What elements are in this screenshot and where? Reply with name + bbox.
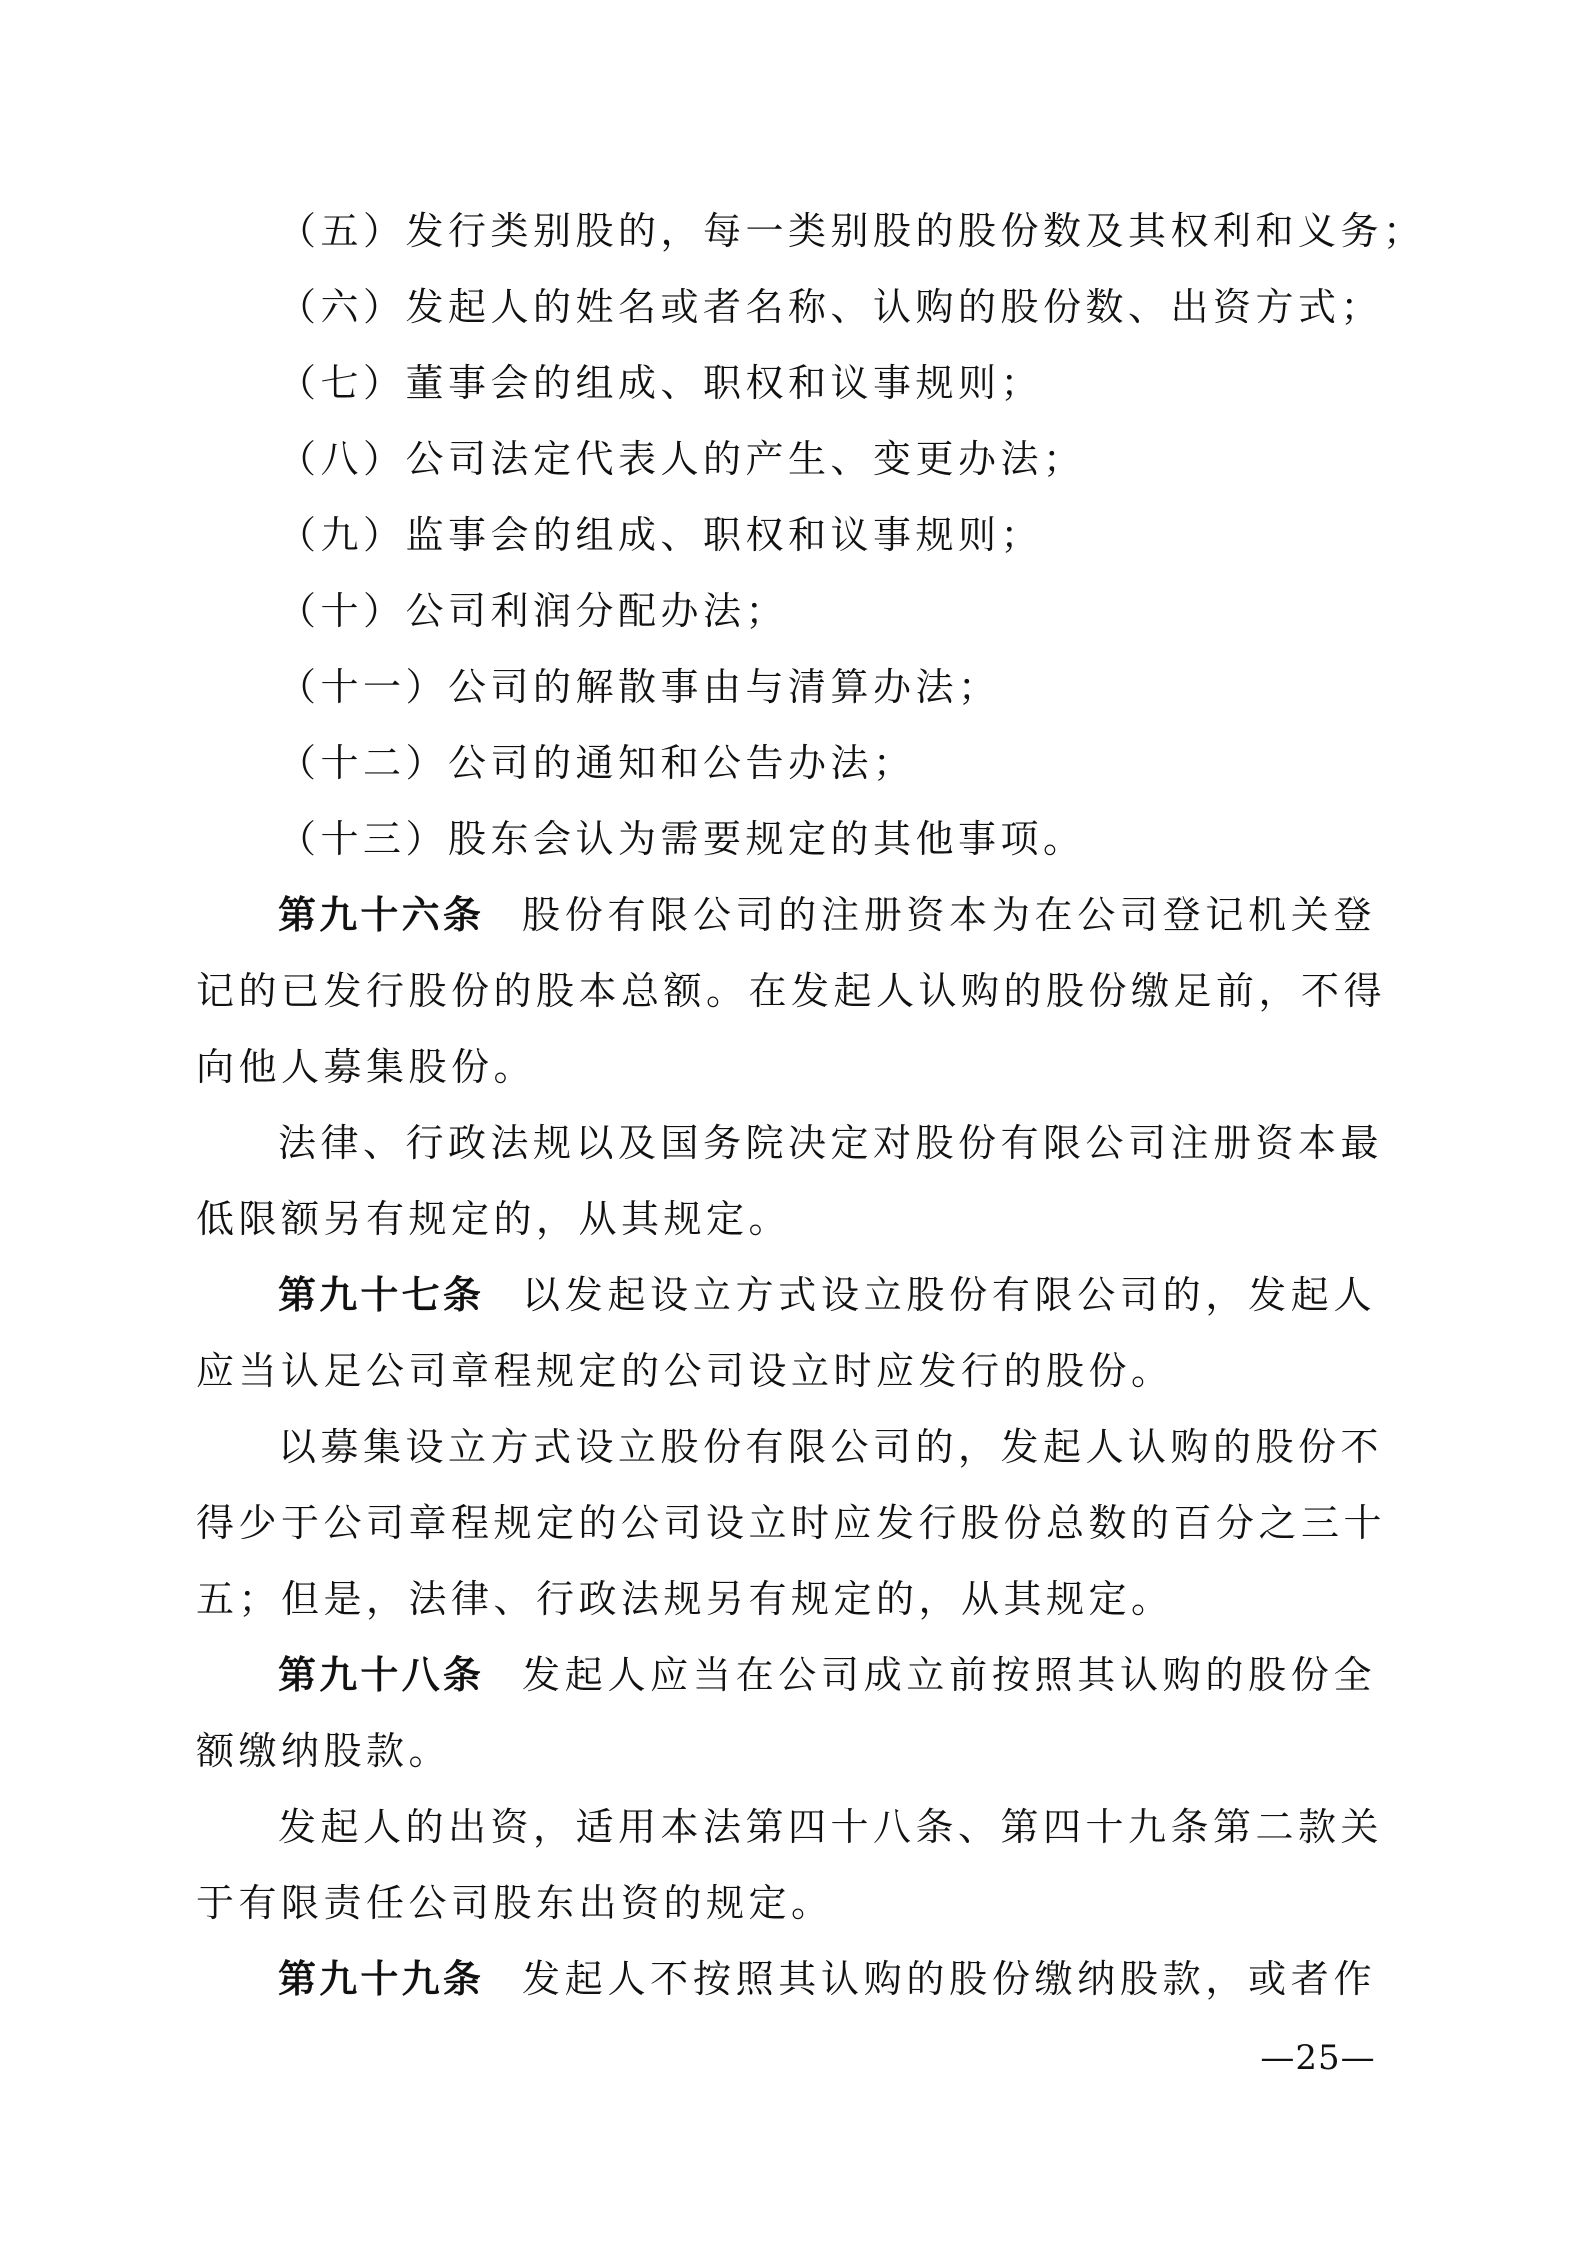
article-97-line-2: 应当认足公司章程规定的公司设立时应发行的股份。 — [196, 1349, 1174, 1393]
article-99-text: 发起人不按照其认购的股份缴纳股款，或者作 — [522, 1957, 1376, 2001]
article-99-line-1 — [278, 1944, 1376, 2014]
article-96-line-2: 记的已发行股份的股本总额。在发起人认购的股份缴足前，不得 — [196, 969, 1387, 1013]
page-number: —25— — [1260, 2038, 1376, 2078]
article-97-text: 以发起设立方式设立股份有限公司的，发起人 — [522, 1273, 1376, 1317]
article-97-para2-line-1: 以募集设立方式设立股份有限公司的，发起人认购的股份不 — [278, 1425, 1384, 1469]
article-97-para2-line-2: 得少于公司章程规定的公司设立时应发行股份总数的百分之三十 — [196, 1501, 1387, 1545]
clause-item-6: （六）发起人的姓名或者名称、认购的股份数、出资方式； — [278, 285, 1384, 329]
article-97-number: 第九十七条 — [278, 1273, 485, 1317]
article-96-line-3: 向他人募集股份。 — [196, 1045, 537, 1089]
article-98-para2-line-1: 发起人的出资，适用本法第四十八条、第四十九条第二款关 — [278, 1805, 1384, 1849]
article-98-number: 第九十八条 — [278, 1653, 485, 1697]
clause-item-5: （五）发行类别股的，每一类别股的股份数及其权利和义务； — [278, 209, 1426, 253]
clause-item-12: （十二）公司的通知和公告办法； — [278, 741, 916, 785]
article-96-para2-line-1: 法律、行政法规以及国务院决定对股份有限公司注册资本最 — [278, 1121, 1384, 1165]
clause-item-8: （八）公司法定代表人的产生、变更办法； — [278, 437, 1086, 481]
article-97-para2-line-3: 五；但是，法律、行政法规另有规定的，从其规定。 — [196, 1577, 1174, 1621]
clause-item-13: （十三）股东会认为需要规定的其他事项。 — [278, 817, 1086, 861]
article-99-number: 第九十九条 — [278, 1957, 485, 2001]
article-96-number: 第九十六条 — [278, 893, 485, 937]
article-96-line-1 — [278, 880, 1376, 950]
article-98-line-2: 额缴纳股款。 — [196, 1729, 452, 1773]
article-98-para2-line-2: 于有限责任公司股东出资的规定。 — [196, 1881, 834, 1925]
clause-item-7: （七）董事会的组成、职权和议事规则； — [278, 361, 1044, 405]
clause-item-9: （九）监事会的组成、职权和议事规则； — [278, 513, 1044, 557]
article-96-text: 股份有限公司的注册资本为在公司登记机关登 — [522, 893, 1376, 937]
article-97-line-1 — [278, 1260, 1376, 1330]
clause-item-10: （十）公司利润分配办法； — [278, 589, 789, 633]
clause-item-11: （十一）公司的解散事由与清算办法； — [278, 665, 1001, 709]
article-96-para2-line-2: 低限额另有规定的，从其规定。 — [196, 1197, 792, 1241]
article-98-line-1 — [278, 1640, 1376, 1710]
article-98-text: 发起人应当在公司成立前按照其认购的股份全 — [522, 1653, 1376, 1697]
